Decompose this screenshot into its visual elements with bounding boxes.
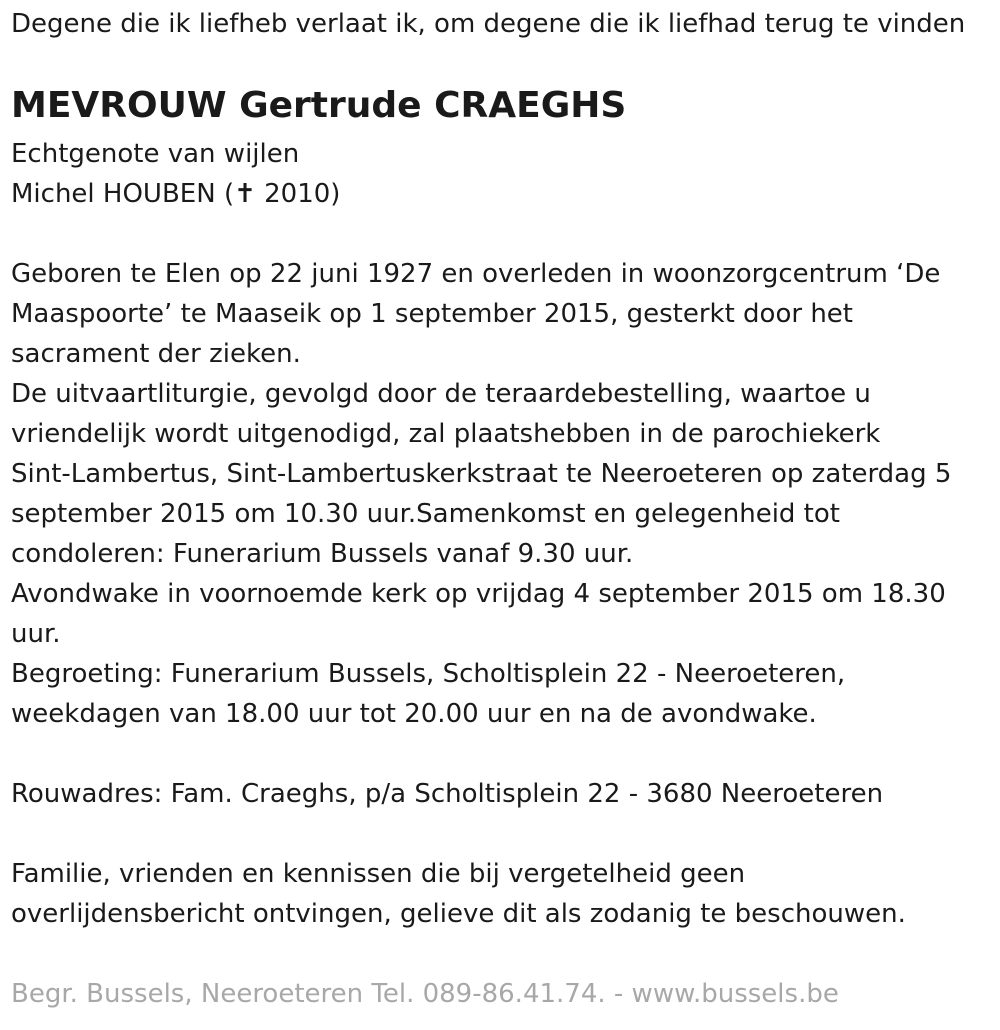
details-line: sacrament der zieken. (11, 339, 301, 369)
spouse-line-1: Echtgenote van wijlen (11, 139, 300, 169)
funeral-home-footer: Begr. Bussels, Neeroeteren Tel. 089-86.41.74. - www.bussels.be (11, 979, 839, 1009)
deceased-name: MEVROUW Gertrude CRAEGHS (11, 85, 627, 126)
spouse-line-2: Michel HOUBEN (✝ 2010) (11, 179, 341, 209)
funeral-details (11, 254, 951, 734)
memorial-quote: Degene die ik liefheb verlaat ik, om degene die ik liefhad terug te vinden (11, 9, 966, 39)
details-line: Maaspoorte’ te Maaseik op 1 september 2015, gesterkt door het (11, 299, 853, 329)
family-notice-line: Familie, vrienden en kennissen die bij vergetelheid geen (11, 859, 746, 889)
details-line: condoleren: Funerarium Bussels vanaf 9.30 uur. (11, 539, 634, 569)
family-notice (11, 854, 906, 934)
spouse-info (11, 134, 340, 214)
details-line: vriendelijk wordt uitgenodigd, zal plaatshebben in de parochiekerk (11, 419, 881, 449)
details-line: De uitvaartliturgie, gevolgd door de teraardebestelling, waartoe u (11, 379, 871, 409)
details-line: Geboren te Elen op 22 juni 1927 en overleden in woonzorgcentrum ‘De (11, 259, 941, 289)
details-line: uur. (11, 619, 61, 649)
details-line: Begroeting: Funerarium Bussels, Scholtisplein 22 - Neeroeteren, (11, 659, 846, 689)
details-line: Sint-Lambertus, Sint-Lambertuskerkstraat te Neeroeteren op zaterdag 5 (11, 459, 952, 489)
details-line: september 2015 om 10.30 uur.Samenkomst en gelegenheid tot (11, 499, 840, 529)
family-notice-line: overlijdensbericht ontvingen, gelieve dit als zodanig te beschouwen. (11, 899, 906, 929)
details-line: Avondwake in voornoemde kerk op vrijdag 4 september 2015 om 18.30 (11, 579, 946, 609)
mourning-address: Rouwadres: Fam. Craeghs, p/a Scholtisplein 22 - 3680 Neeroeteren (11, 779, 884, 809)
details-line: weekdagen van 18.00 uur tot 20.00 uur en na de avondwake. (11, 699, 817, 729)
